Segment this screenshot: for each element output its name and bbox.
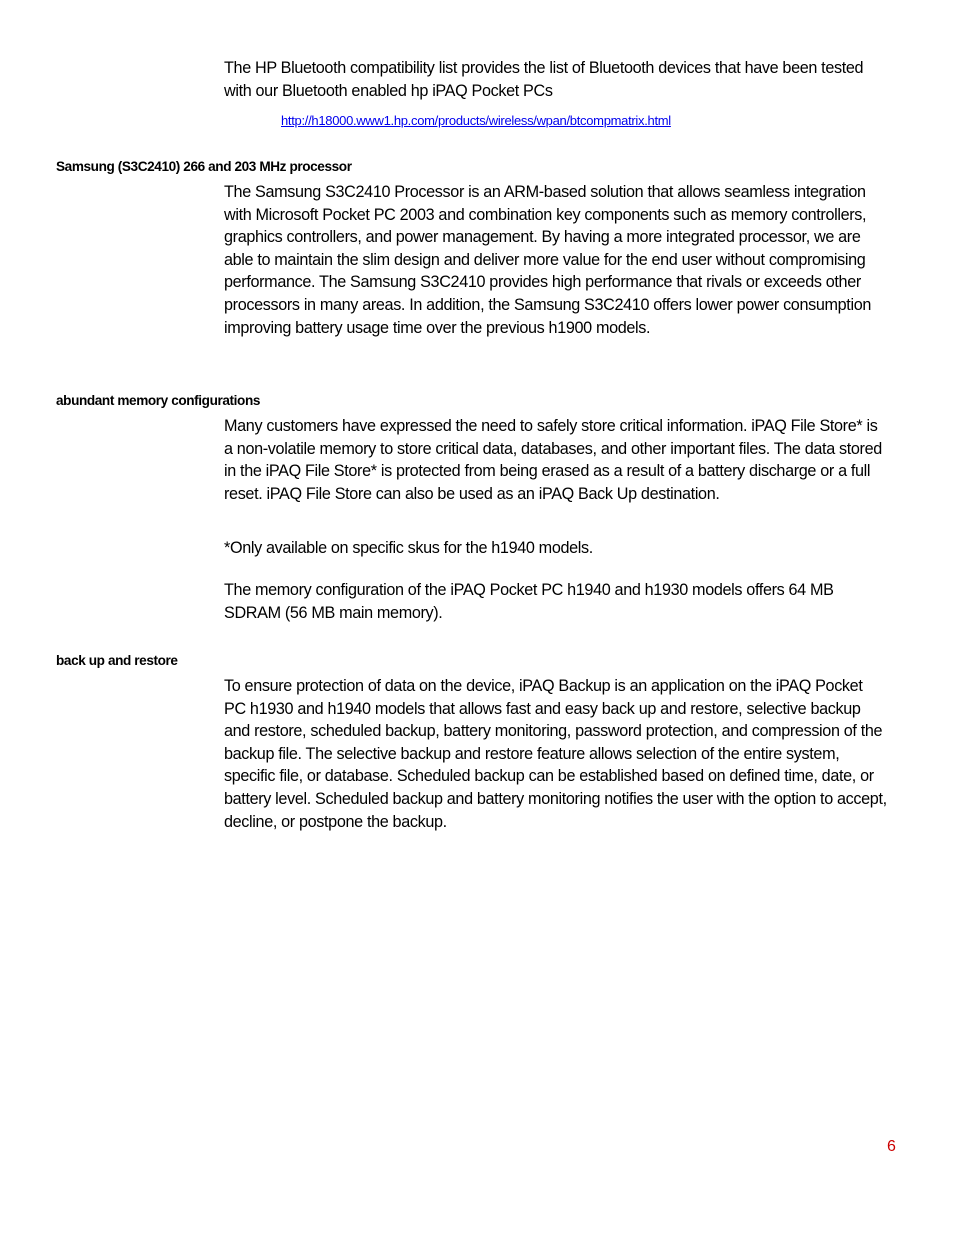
- memory-paragraph: Many customers have expressed the need to safely store critical information. iPAQ File Store* is a non-volatile memory to store critical data, databases, and other important files. The data stored in the iPAQ File Store* is protected from being erased as a result of a battery discharge or a full reset. iPAQ File Store can also be used as an iPAQ Back Up destination.: [224, 417, 882, 503]
- backup-paragraph: To ensure protection of data on the device, iPAQ Backup is an application on the iPAQ Pocket PC h1930 and h1940 models that allows fast and easy back up and restore, selective backup and restore, scheduled backup, battery monitoring, password protection, and compression of the backup file. The selective backup and restore feature allows selection of the entire system, specific file, or database. Scheduled backup can be established based on defined time, date, or battery level. Scheduled backup and battery monitoring notifies the user with the option to accept, decline, or postpone the backup.: [224, 677, 887, 831]
- section-heading-backup: back up and restore: [56, 653, 178, 668]
- processor-paragraph: The Samsung S3C2410 Processor is an ARM-based solution that allows seamless integration with Microsoft Pocket PC 2003 and combination key components such as memory controllers, graphics controllers, and power management. By having a more integrated processor, we are able to maintain the slim design and deliver more value for the end user without compromising performance. The Samsung S3C2410 provides high performance that rivals or exceeds other processors in many areas. In addition, the Samsung S3C2410 offers lower power consumption improving battery usage time over the previous h1900 models.: [224, 183, 871, 337]
- intro-paragraph: The HP Bluetooth compatibility list provides the list of Bluetooth devices that have been tested with our Bluetooth enabled hp iPAQ Pocket PCs: [224, 59, 864, 100]
- memory-config-paragraph: The memory configuration of the iPAQ Pocket PC h1940 and h1930 models offers 64 MB SDRAM (56 MB main memory).: [224, 581, 834, 622]
- section-heading-memory: abundant memory configurations: [56, 393, 261, 408]
- section-heading-processor: Samsung (S3C2410) 266 and 203 MHz processor: [56, 159, 352, 174]
- bluetooth-compatibility-link[interactable]: http://h18000.www1.hp.com/products/wireless/wpan/btcompmatrix.html: [281, 113, 671, 128]
- memory-footnote: *Only available on specific skus for the h1940 models.: [224, 539, 593, 557]
- page-number: 6: [887, 1138, 896, 1155]
